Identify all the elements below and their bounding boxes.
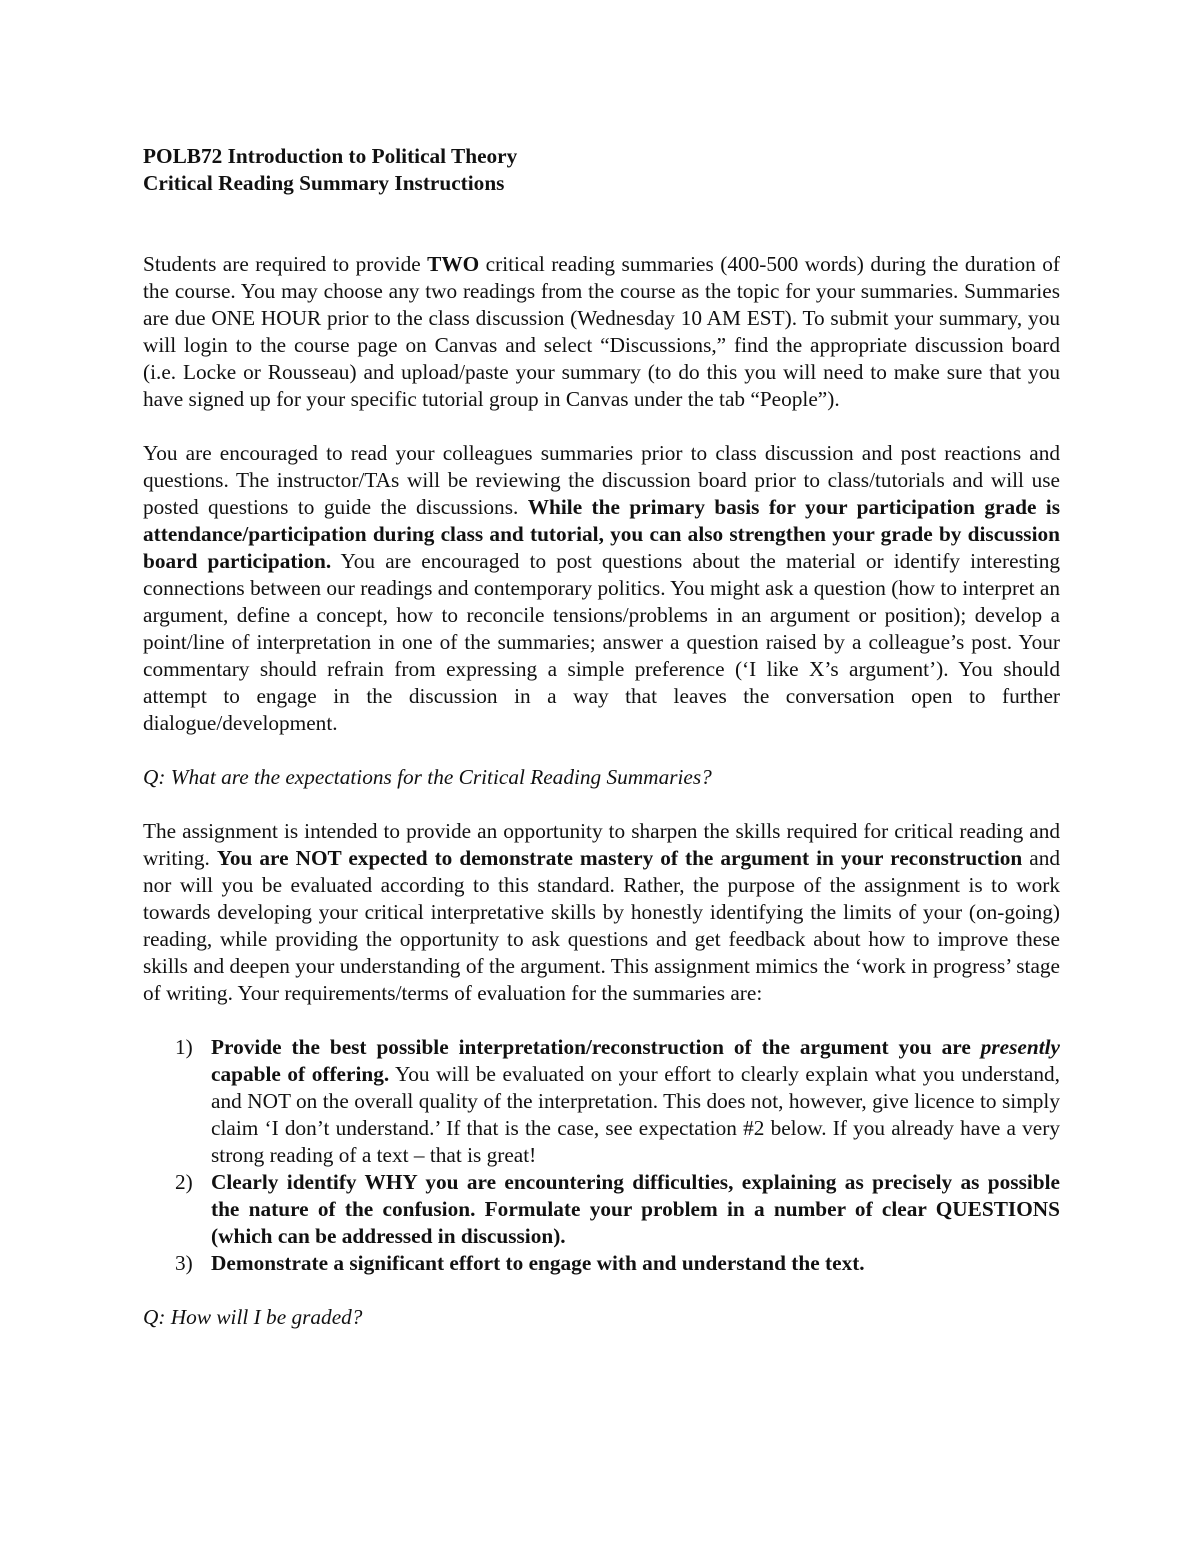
list-number: 2) bbox=[175, 1170, 193, 1194]
list-text: You will be evaluated on your effort to clearly explain what you understand, and NOT on the overall quality of the interpretation. This does not, however, give licence to simply claim ‘I don’t understand.’ If that is the case, see expectation #2 below. If you already have a very strong reading of a text – that is great! bbox=[211, 1062, 1060, 1167]
emphasis-two: TWO bbox=[427, 252, 480, 276]
list-item bbox=[143, 1250, 1060, 1277]
document-page bbox=[143, 143, 1060, 1331]
paragraph-assignment-purpose bbox=[143, 818, 1060, 1007]
paragraph-discussion-participation bbox=[143, 440, 1060, 737]
list-emphasis: Clearly identify WHY you are encountering difficulties, explaining as precisely as possible the nature of the confusion. Formulate your problem in a number of clear QUESTIONS (which can be addressed in discussion). bbox=[211, 1170, 1060, 1248]
requirements-list bbox=[143, 1034, 1060, 1277]
list-number: 3) bbox=[175, 1251, 193, 1275]
question-expectations: Q: What are the expectations for the Critical Reading Summaries? bbox=[143, 765, 712, 789]
document-header bbox=[143, 143, 1060, 197]
paragraph-submission-instructions bbox=[143, 251, 1060, 413]
course-title: POLB72 Introduction to Political Theory bbox=[143, 144, 518, 168]
list-emphasis: Provide the best possible interpretation/reconstruction of the argument you are bbox=[211, 1035, 981, 1059]
paragraph-text: You are encouraged to post questions about the material or identify interesting connections between our readings and contemporary politics. You might ask a question (how to interpret an argument, define a concept, how to reconcile tensions/problems in an argument or position); develop a point/line of interpretation in one of the summaries; answer a question raised by a colleague’s post. Your commentary should refrain from expressing a simple preference (‘I like X’s argument’). You should attempt to engage in the discussion in a way that leaves the conversation open to further dialogue/development. bbox=[143, 549, 1060, 735]
paragraph-text: The assignment is intended to provide an opportunity to sharpen the skills required for critical reading and writing. bbox=[143, 819, 1060, 870]
document-title: Critical Reading Summary Instructions bbox=[143, 171, 505, 195]
paragraph-text: critical reading summaries (400-500 words) during the duration of the course. You may choose any two readings from the course as the topic for your summaries. Summaries are due ONE HOUR prior to the class discussion (Wednesday 10 AM EST). To submit your summary, you will login to the course page on Canvas and select “Discussions,” find the appropriate discussion board (i.e. Locke or Rousseau) and upload/paste your summary (to do this you will need to make sure that you have signed up for your specific tutorial group in Canvas under the tab “People”). bbox=[143, 252, 1060, 411]
list-number: 1) bbox=[175, 1035, 193, 1059]
emphasis-participation: While the primary basis for your participation grade is attendance/participation during class and tutorial, you can also strengthen your grade by discussion board participation. bbox=[143, 495, 1061, 573]
list-emphasis: Demonstrate a significant effort to engage with and understand the text. bbox=[211, 1251, 865, 1275]
question-grading: Q: How will I be graded? bbox=[143, 1305, 363, 1329]
list-emphasis-italic: presently bbox=[980, 1035, 1060, 1059]
list-emphasis: capable of offering. bbox=[211, 1062, 390, 1086]
paragraph-text: Students are required to provide bbox=[143, 252, 428, 276]
paragraph-text: You are encouraged to read your colleagues summaries prior to class discussion and post reactions and questions. The instructor/TAs will be reviewing the discussion board prior to class/tutorials and will use posted questions to guide the discussions. bbox=[143, 441, 1060, 519]
list-item bbox=[143, 1034, 1060, 1169]
list-item bbox=[143, 1169, 1060, 1250]
emphasis-not-expected: You are NOT expected to demonstrate mastery of the argument in your reconstruction bbox=[216, 846, 1023, 870]
paragraph-text: and nor will you be evaluated according to this standard. Rather, the purpose of the assignment is to work towards developing your critical interpretative skills by honestly identifying the limits of your (on-going) reading, while providing the opportunity to ask questions and get feedback about how to improve these skills and deepen your understanding of the argument. This assignment mimics the ‘work in progress’ stage of writing. Your requirements/terms of evaluation for the summaries are: bbox=[143, 846, 1060, 1005]
